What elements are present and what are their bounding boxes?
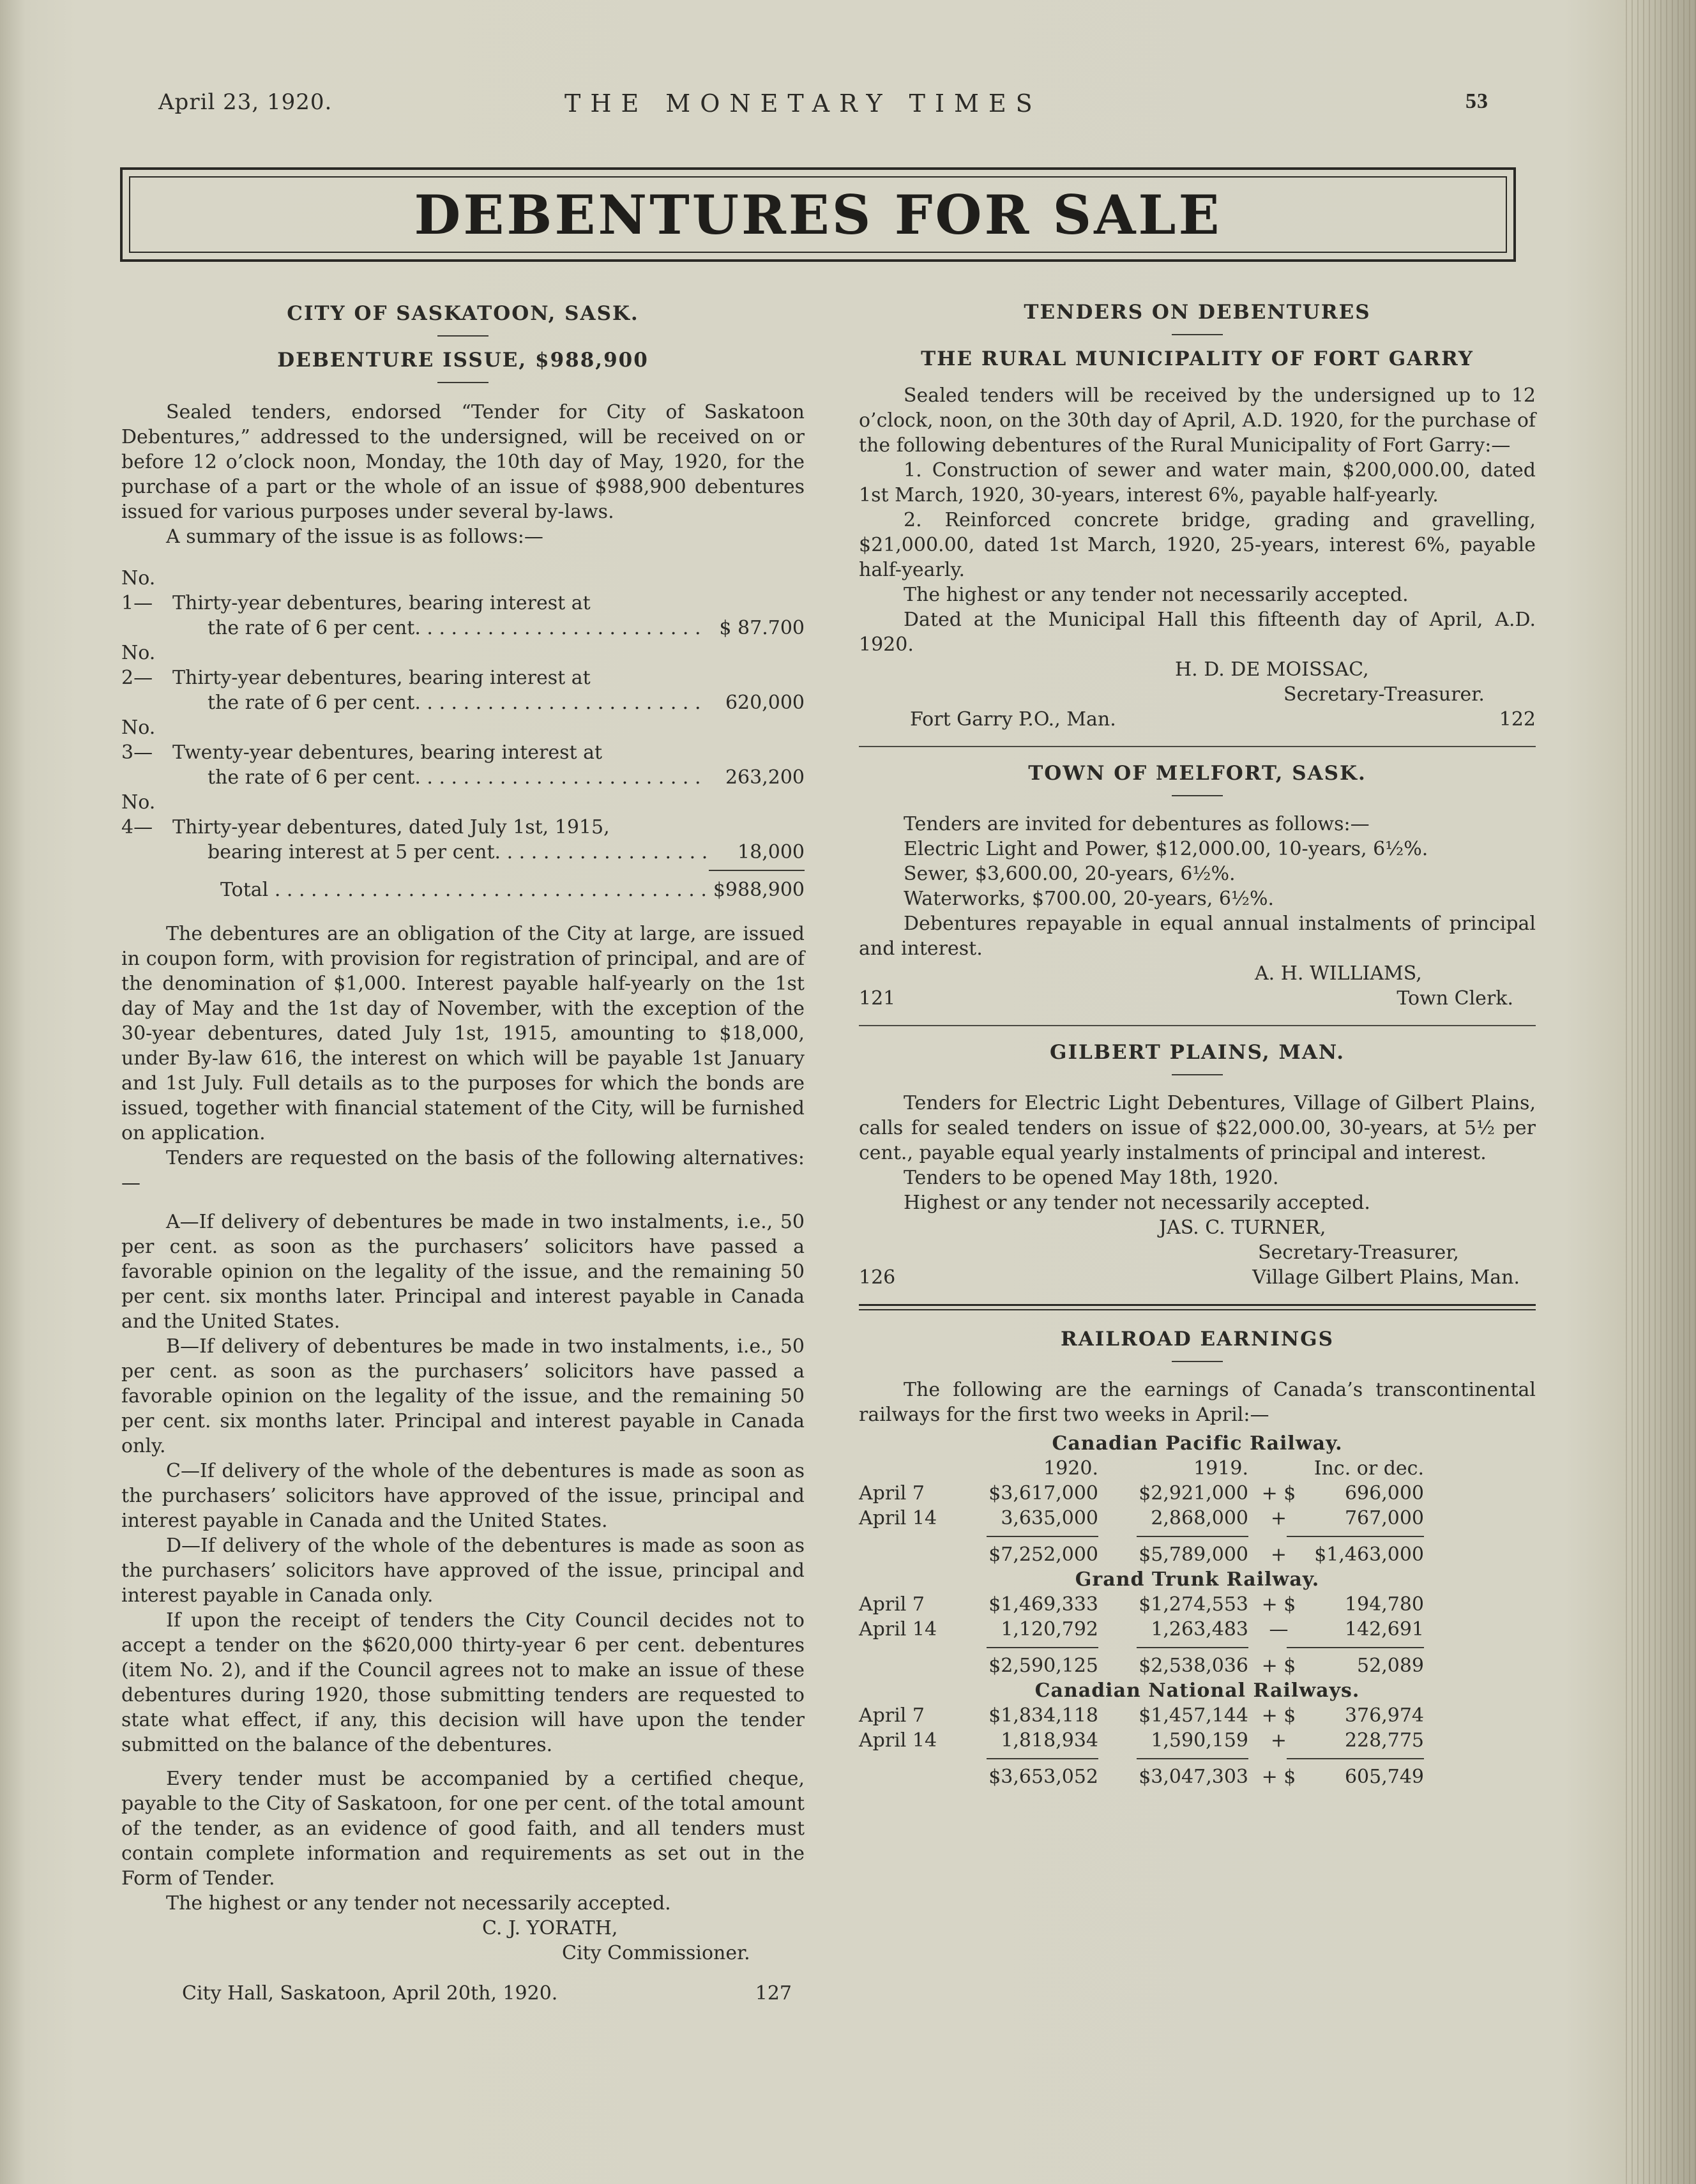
alternative-c: C—If delivery of the whole of the debentures is made as soon as the purchasers’ solicitors have approved of the issue, principal and interest payable in Canada and the United States. <box>121 1460 805 1532</box>
column-change: Inc. or dec. <box>1314 1457 1424 1480</box>
summary-list <box>121 566 805 902</box>
row-change: 228,775 <box>1344 1729 1424 1752</box>
melfort-signer-title: Town Clerk. <box>1397 987 1513 1010</box>
summary-item <box>121 566 805 616</box>
earnings-row <box>859 1506 1536 1531</box>
item-number: No. 4— <box>121 791 156 838</box>
total-1919: $5,789,000 <box>1139 1543 1248 1566</box>
row-1919: 2,868,000 <box>1151 1507 1248 1529</box>
place-date: City Hall, Saskatoon, April 20th, 1920. <box>182 1982 558 2005</box>
railroad-heading: RAILROAD EARNINGS <box>1060 1328 1335 1351</box>
saskatoon-heading: CITY OF SASKATOON, SASK. <box>287 302 639 325</box>
row-1919: $2,921,000 <box>1139 1482 1248 1505</box>
row-change: 696,000 <box>1344 1482 1424 1505</box>
row-month: April 7 <box>859 1482 925 1505</box>
summary-item-continued <box>121 616 805 641</box>
summary-intro: A summary of the issue is as follows:— <box>166 526 543 548</box>
column-headers <box>859 1456 1536 1481</box>
total-1919: $3,047,303 <box>1139 1766 1248 1788</box>
total-sign: + $ <box>1261 1766 1296 1788</box>
fort-garry-item-2: 2. Reinforced concrete bridge, grading and gravelling, $21,000.00, dated 1st March, 1920, 25-years, interest 6%, payable half-yearly. <box>859 509 1536 581</box>
item-amount: 620,000 <box>725 692 805 714</box>
summary-total <box>121 877 805 902</box>
item-rate: the rate of 6 per cent. <box>208 617 421 639</box>
cheque-paragraph: Every tender must be accompanied by a certified cheque, payable to the City of Saskatoon, for one per cent. of the total amount of the tender, as an evidence of good faith, and all tenders must contain complete information and requirements as set out in the Form of Tender. <box>121 1768 805 1890</box>
gilbert-signer: JAS. C. TURNER, <box>1159 1217 1326 1239</box>
earnings-total-row <box>859 1542 1536 1567</box>
item-description: Thirty-year debentures, dated July 1st, 1915, <box>172 816 610 838</box>
row-1919: 1,590,159 <box>1151 1729 1248 1752</box>
company-name: Canadian National Railways. <box>1034 1680 1360 1702</box>
row-1919: $1,274,553 <box>1139 1593 1248 1616</box>
melfort-footer <box>859 986 1536 1011</box>
item-amount: 18,000 <box>738 841 805 863</box>
saskatoon-intro: Sealed tenders, endorsed “Tender for City of Saskatoon Debentures,” addressed to the undersigned, will be received on or before 12 o’clock noon, Monday, the 10th day of May, 1920, for the purchase of a part or the whole of an issue of $988,900 debentures issued for various purposes under several by-laws. <box>121 401 805 523</box>
fort-garry-dated: Dated at the Municipal Hall this fifteenth day of April, A.D. 1920. <box>859 609 1536 656</box>
fort-garry-advertisement <box>859 300 1536 732</box>
alternative-a: A—If delivery of debentures be made in two instalments, i.e., 50 per cent. as soon as the purchasers’ solicitors have passed a favorable opinion on the legality of the issue, and the remaining 50 per cent. six months later. Principal and interest payable in Canada and the United States. <box>121 1211 805 1333</box>
row-sign: + <box>1270 1507 1287 1529</box>
melfort-signer: A. H. WILLIAMS, <box>1255 962 1422 985</box>
melfort-advertisement <box>859 761 1536 1011</box>
heading-rule <box>1172 1361 1223 1362</box>
item-number: No. 2— <box>121 642 156 689</box>
row-change: 767,000 <box>1344 1507 1424 1529</box>
leader-dots <box>421 692 709 714</box>
gilbert-intro: Tenders for Electric Light Debentures, Village of Gilbert Plains, calls for sealed tenders on issue of $22,000.00, 30-years, at 5½ per cent., payable equal yearly instalments of principal and interest. <box>859 1092 1536 1164</box>
section-divider <box>859 1025 1536 1026</box>
column-1920: 1920. <box>1043 1457 1098 1480</box>
leader-dots <box>421 617 709 639</box>
item-amount: $ 87.700 <box>719 617 805 639</box>
banner-title: DEBENTURES FOR SALE <box>414 183 1222 246</box>
summary-item-continued <box>121 840 805 865</box>
row-month: April 14 <box>859 1729 937 1752</box>
gilbert-footer <box>859 1265 1536 1290</box>
company-name: Grand Trunk Railway. <box>1075 1568 1320 1591</box>
publication-title: THE MONETARY TIMES <box>564 89 1042 118</box>
signer-name: C. J. YORATH, <box>482 1917 618 1939</box>
row-sign: + <box>1270 1729 1287 1752</box>
issue-date: April 23, 1920. <box>158 89 333 115</box>
row-change: 376,974 <box>1344 1704 1424 1727</box>
item-number: No. 1— <box>121 567 156 614</box>
fort-garry-signer-title: Secretary-Treasurer. <box>1283 683 1485 706</box>
earnings-row <box>859 1617 1536 1642</box>
melfort-line-2: Sewer, $3,600.00, 20-years, 6½%. <box>904 863 1236 885</box>
summary-item-continued <box>121 765 805 790</box>
leader-dots <box>501 841 709 863</box>
melfort-line-1: Electric Light and Power, $12,000.00, 10-years, 6½%. <box>904 838 1428 860</box>
row-1919: $1,457,144 <box>1139 1704 1248 1727</box>
row-change: 142,691 <box>1344 1618 1424 1641</box>
item-description: Twenty-year debentures, bearing interest at <box>172 741 603 764</box>
highest-tender-note: The highest or any tender not necessarily accepted. <box>166 1892 671 1915</box>
signer-title: City Commissioner. <box>562 1942 750 1964</box>
earnings-total-row <box>859 1653 1536 1678</box>
fort-garry-footer <box>859 707 1536 732</box>
melfort-intro: Tenders are invited for debentures as follows:— <box>904 813 1370 835</box>
fort-garry-highest: The highest or any tender not necessarily accepted. <box>904 584 1409 606</box>
total-change: 52,089 <box>1357 1655 1424 1677</box>
ad-number: 122 <box>1499 708 1536 731</box>
summary-item <box>121 715 805 765</box>
saskatoon-footer <box>121 1981 805 2006</box>
ad-number: 127 <box>755 1982 792 2005</box>
obligation-paragraph: The debentures are an obligation of the City at large, are issued in coupon form, with provision for registration of principal, and are of the denomination of $1,000. Interest payable half-yearly on the 1st day of May and the 1st day of November, with the exception of the 30-year debentures, dated July 1st, 1915, amounting to $18,000, under By-law 616, the interest on which will be payable 1st January and 1st July. Full details as to the purposes for which the bonds are issued, together with financial statement of the City, will be furnished on application. <box>121 923 805 1144</box>
row-1920: 1,120,792 <box>1001 1618 1098 1641</box>
earnings-row <box>859 1592 1536 1617</box>
alternative-d: D—If delivery of the whole of the debentures is made as soon as the purchasers’ solicitors have approved of the issue, principal and interest payable in Canada only. <box>121 1535 805 1607</box>
total-change: $1,463,000 <box>1314 1543 1424 1566</box>
total-rule <box>859 1536 1536 1537</box>
railroad-intro: The following are the earnings of Canada’s transcontinental railways for the first two weeks in April:— <box>859 1379 1536 1426</box>
row-1920: 3,635,000 <box>1001 1507 1098 1529</box>
fort-garry-heading: TENDERS ON DEBENTURES <box>1024 301 1371 324</box>
council-paragraph: If upon the receipt of tenders the City Council decides not to accept a tender on the $620,000 thirty-year 6 per cent. debentures (item No. 2), and if the Council agrees not to make an issue of these debentures during 1920, those submitting tenders are requested to state what effect, if any, this decision will have upon the tender submitted on the balance of the debentures. <box>121 1609 805 1756</box>
item-rate: the rate of 6 per cent. <box>208 692 421 714</box>
total-1920: $3,653,052 <box>988 1766 1098 1788</box>
heading-rule <box>437 335 488 337</box>
row-month: April 14 <box>859 1618 937 1641</box>
gilbert-signer-title: Secretary-Treasurer, <box>1258 1241 1459 1264</box>
row-1920: 1,818,934 <box>1001 1729 1098 1752</box>
item-description: Thirty-year debentures, bearing interest at <box>172 667 591 689</box>
gilbert-highest: Highest or any tender not necessarily accepted. <box>904 1192 1370 1214</box>
heading-rule <box>1172 795 1223 796</box>
melfort-repay: Debentures repayable in equal annual instalments of principal and interest. <box>859 913 1536 960</box>
total-amount: $988,900 <box>713 879 805 901</box>
ad-number: 121 <box>859 987 896 1010</box>
gilbert-signer-place: Village Gilbert Plains, Man. <box>1252 1266 1520 1289</box>
fort-garry-signer: H. D. DE MOISSAC, <box>1175 658 1369 681</box>
railroad-earnings <box>859 1327 1536 1789</box>
column-1919: 1919. <box>1193 1457 1248 1480</box>
leader-dots <box>421 766 709 789</box>
summary-item <box>121 790 805 840</box>
row-month: April 14 <box>859 1507 937 1529</box>
row-1920: $1,834,118 <box>988 1704 1098 1727</box>
section-banner <box>120 167 1516 262</box>
row-month: April 7 <box>859 1593 925 1616</box>
total-1919: $2,538,036 <box>1139 1655 1248 1677</box>
item-description: Thirty-year debentures, bearing interest at <box>172 592 591 614</box>
saskatoon-advertisement <box>121 300 805 2006</box>
total-1920: $2,590,125 <box>988 1655 1098 1677</box>
total-rule <box>709 870 805 871</box>
page-edge <box>1626 0 1696 2184</box>
summary-item <box>121 641 805 690</box>
section-double-divider <box>859 1304 1536 1310</box>
total-sign: + $ <box>1261 1655 1296 1677</box>
item-number: No. 3— <box>121 717 156 764</box>
page-number: 53 <box>1465 89 1488 113</box>
leader-dots <box>268 879 709 901</box>
fort-garry-subheading: THE RURAL MUNICIPALITY OF FORT GARRY <box>921 347 1474 370</box>
gilbert-opened: Tenders to be opened May 18th, 1920. <box>904 1167 1279 1189</box>
row-1920: $1,469,333 <box>988 1593 1098 1616</box>
melfort-heading: TOWN OF MELFORT, SASK. <box>1028 762 1367 785</box>
section-divider <box>859 746 1536 747</box>
row-1920: $3,617,000 <box>988 1482 1098 1505</box>
fort-garry-place: Fort Garry P.O., Man. <box>910 708 1116 731</box>
row-sign: + $ <box>1261 1482 1296 1505</box>
earnings-total-row <box>859 1764 1536 1789</box>
row-month: April 7 <box>859 1704 925 1727</box>
item-rate: bearing interest at 5 per cent. <box>208 841 501 863</box>
ad-number: 126 <box>859 1266 896 1289</box>
row-sign: + $ <box>1261 1704 1296 1727</box>
banner-inner-frame <box>129 176 1507 253</box>
saskatoon-subheading: DEBENTURE ISSUE, $988,900 <box>277 349 649 372</box>
total-change: 605,749 <box>1344 1766 1424 1788</box>
heading-rule <box>1172 1074 1223 1075</box>
row-1919: 1,263,483 <box>1151 1618 1248 1641</box>
fort-garry-item-1: 1. Construction of sewer and water main, $200,000.00, dated 1st March, 1920, 30-years, interest 6%, payable half-yearly. <box>859 459 1536 506</box>
alternative-b: B—If delivery of debentures be made in two instalments, i.e., 50 per cent. as soon as the purchasers’ solicitors have passed a favorable opinion on the legality of the issue, and the remaining 50 per cent. six months later. Principal and interest payable in Canada only. <box>121 1335 805 1457</box>
heading-rule <box>437 382 488 383</box>
total-label: Total <box>220 879 269 901</box>
right-column <box>859 300 1536 1789</box>
total-sign: + <box>1270 1543 1287 1566</box>
heading-rule <box>1172 334 1223 335</box>
row-sign: + $ <box>1261 1593 1296 1616</box>
summary-item-continued <box>121 690 805 715</box>
fort-garry-intro: Sealed tenders will be received by the undersigned up to 12 o’clock, noon, on the 30th day of April, A.D. 1920, for the purchase of the following debentures of the Rural Municipality of Fort Garry:— <box>859 384 1536 457</box>
gilbert-plains-advertisement <box>859 1040 1536 1290</box>
earnings-row <box>859 1481 1536 1506</box>
row-sign: — <box>1269 1618 1289 1641</box>
row-change: 194,780 <box>1344 1593 1424 1616</box>
company-name: Canadian Pacific Railway. <box>1052 1432 1343 1455</box>
melfort-line-3: Waterworks, $700.00, 20-years, 6½%. <box>904 888 1275 910</box>
total-rule <box>859 1647 1536 1648</box>
item-amount: 263,200 <box>725 766 805 789</box>
total-1920: $7,252,000 <box>988 1543 1098 1566</box>
total-rule <box>859 1758 1536 1759</box>
earnings-row <box>859 1703 1536 1728</box>
gilbert-heading: GILBERT PLAINS, MAN. <box>1049 1041 1345 1064</box>
earnings-row <box>859 1728 1536 1753</box>
item-rate: the rate of 6 per cent. <box>208 766 421 789</box>
alternatives-intro: Tenders are requested on the basis of the following alternatives:— <box>121 1147 805 1194</box>
